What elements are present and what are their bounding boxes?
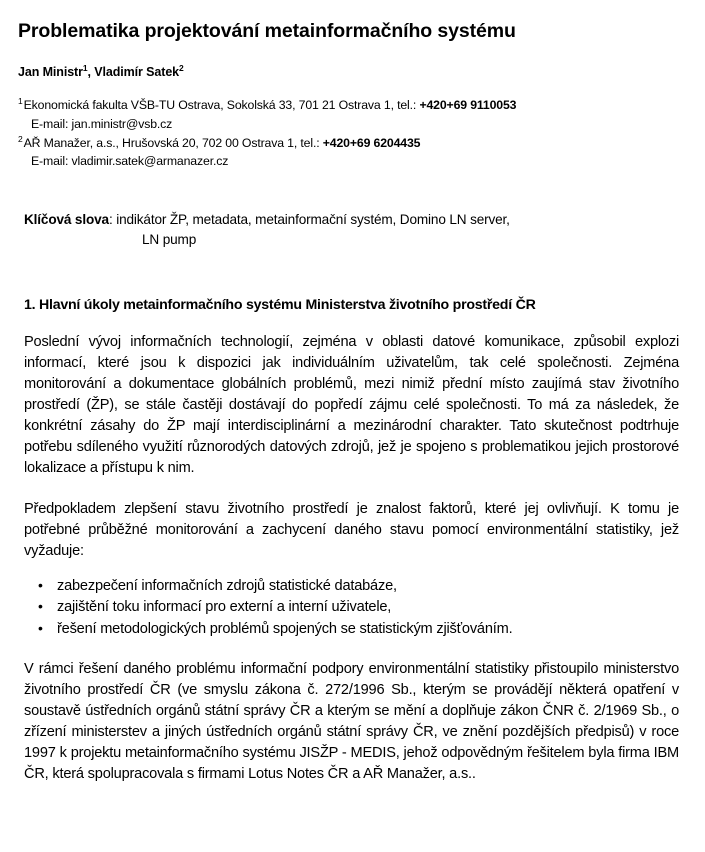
affiliation-1-email: jan.ministr@vsb.cz: [71, 117, 173, 132]
affiliations-block: [18, 96, 683, 171]
page-title: Problematika projektování metainformačního systému: [18, 20, 516, 42]
section-1-heading: 1. Hlavní úkoly metainformačního systému Ministerstva životního prostředí ČR: [24, 296, 536, 313]
section-1-paragraph-3: V rámci řešení daného problému informační podpory environmentální statistiky přistoupilo ministerstvo životního prostředí ČR (ve smyslu zákona č. 272/1996 Sb., kterým se provádějí některá opatření v soustavě ústředních orgánů státní správy ČR a kterým se mění a doplňuje zákon ČNR č. 2/1969 Sb., o zřízení ministerstev a jiných ústředních orgánů státní správy ČR, ve znění pozdějších předpisů) v roce 1997 k projektu metainformačního systému JISŽP - MEDIS, jehož odpovědným řešitelem byla firma IBM ČR, která spolupracovala s firmami Lotus Notes ČR a AŘ Manažer, a.s..: [24, 661, 679, 783]
authors-separator: ,: [87, 65, 95, 80]
affiliation-2-text: AŘ Manažer, a.s., Hrušovská 20, 702 00 Ostrava 1, tel.:: [23, 135, 323, 150]
list-item: • řešení metodologických problémů spojených se statistickým zjišťováním.: [38, 619, 683, 640]
list-item: • zabezpečení informačních zdrojů statistické databáze,: [38, 576, 683, 597]
keywords-block: [18, 210, 683, 249]
section-1-paragraph-2: Předpokladem zlepšení stavu životního prostředí je znalost faktorů, které jej ovlivňují. K tomu je potřebné průběžné monitorování a zachycení daného stavu pomocí environmentální statistiky, jež vyžaduje:: [24, 500, 679, 559]
keywords-colon: :: [108, 212, 117, 228]
affiliation-1-email-line: [18, 115, 683, 134]
affiliation-1-line: [18, 96, 683, 115]
author-1-name: Jan Ministr: [18, 65, 83, 80]
affiliation-1-email-label: E-mail:: [31, 117, 72, 132]
section-1-paragraph-1: Poslední vývoj informačních technologií, zejména v oblasti datové komunikace, způsobil explozi informací, které jsou k dispozici jak individuálním uživatelům, tak celé společnosti. Zejména monitorování a dokumentace globálních problémů, mezi nimiž přední místo zaujímá stav životního prostředí (ŽP), se stále častěji dostávají do popředí zájmu celé společnosti. To má za následek, že konkrétní zásahy do ŽP mají interdisciplinární a mezinárodní charakter. Tato skutečnost podtrhuje potřebu sdíleného využití různorodých datových zdrojů, jež je spojeno s problematikou jejich prostorové lokalizace a přístupu k nim.: [24, 333, 679, 476]
keywords-label: Klíčová slova: [24, 212, 109, 228]
section-1-bullet-list: [18, 576, 683, 640]
keywords-line-2: LN pump: [142, 231, 197, 247]
keywords-line-1: indikátor ŽP, metadata, metainformační systém, Domino LN server,: [116, 212, 510, 228]
authors-line: [18, 65, 683, 79]
author-2-affiliation-marker: 2: [179, 63, 184, 74]
affiliation-1-phone: +420+69 9110053: [419, 98, 517, 113]
affiliation-2-email: vladimir.satek@armanazer.cz: [71, 154, 229, 169]
affiliation-1-marker: 1: [18, 96, 23, 107]
author-1-affiliation-marker: 1: [82, 63, 88, 74]
affiliation-2-phone: +420+69 6204435: [322, 135, 421, 150]
affiliation-1-text: Ekonomická fakulta VŠB-TU Ostrava, Sokolská 33, 701 21 Ostrava 1, tel.:: [23, 98, 420, 113]
affiliation-2-email-label: E-mail:: [31, 154, 72, 169]
author-2-name: Vladimír Satek: [94, 65, 180, 80]
affiliation-2-email-line: [18, 152, 683, 171]
affiliation-2-marker: 2: [18, 133, 23, 144]
affiliation-2-line: [18, 134, 683, 153]
list-item: • zajištění toku informací pro externí a interní uživatele,: [38, 597, 683, 618]
